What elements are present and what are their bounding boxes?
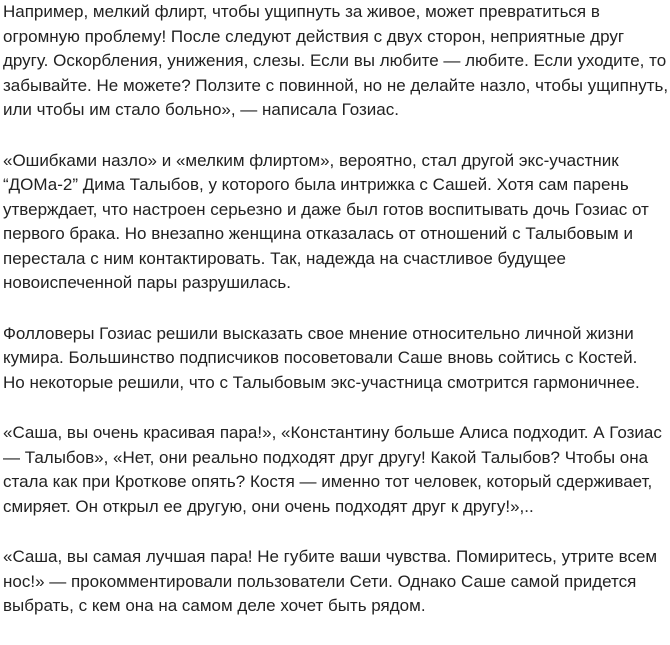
text-line: смиряет. Он открыл ее другую, они очень подходят друг к другу!»,.. [3,496,534,516]
text-line: выбрать, с кем она на самом деле хочет быть рядом. [3,596,426,615]
paragraph [3,149,667,296]
text-line: или чтобы им стало больно», — написала Гозиас. [3,100,399,119]
text-line: другу. Оскорбления, унижения, слезы. Если вы любите — любите. Если уходите, то [3,51,667,70]
paragraph [3,0,667,123]
text-line: первого брака. Но внезапно женщина отказалась от отношений с Талыбовым и [3,224,633,243]
text-line: стала как при Кроткове опять? Костя — именно тот человек, который сдерживает, [3,472,653,491]
text-line: «Саша, вы самая лучшая пара! Не губите ваши чувства. Помиритесь, утрите всем [3,547,658,566]
text-line: кумира. Большинство подписчиков посоветовали Саше вновь сойтись с Костей. [3,348,638,367]
text-line: огромную проблему! После следуют действия с двух сторон, неприятные друг [3,26,625,46]
text-line: Фолловеры Гозиас решили высказать свое мнение относительно личной жизни [3,323,634,343]
text-line: «Ошибками назло» и «мелким флиртом», вероятно, стал другой экс-участник [3,150,619,170]
text-line: новоиспеченной пары разрушилась. [3,273,291,292]
text-line: Например, мелкий флирт, чтобы ущипнуть за живое, может превратиться в [3,2,600,21]
text-line: перестала с ним контактировать. Так, надежда на счастливое будущее [3,248,566,268]
paragraph [3,421,667,519]
article-body [3,0,667,645]
text-line: — Талыбов», «Нет, они реально подходят друг другу! Какой Талыбов? Чтобы она [3,447,649,467]
paragraph [3,322,667,396]
text-line: Но некоторые решили, что с Талыбовым экс-участница смотрится гармоничнее. [3,372,640,392]
text-line: “ДОМа-2” Дима Талыбов, у которого была интрижка с Сашей. Хотя сам парень [3,175,629,194]
text-line: нос!» — прокомментировали пользователи Сети. Однако Саше самой придется [3,571,637,591]
text-line: утверждает, что настроен серьезно и даже был готов воспитывать дочь Гозиас от [3,199,649,219]
text-line: забывайте. Не можете? Ползите с повинной, но не делайте назло, чтобы ущипнуть, [3,75,669,95]
text-line: «Саша, вы очень красивая пара!», «Константину больше Алиса подходит. А Гозиас [3,423,662,442]
paragraph [3,545,667,619]
